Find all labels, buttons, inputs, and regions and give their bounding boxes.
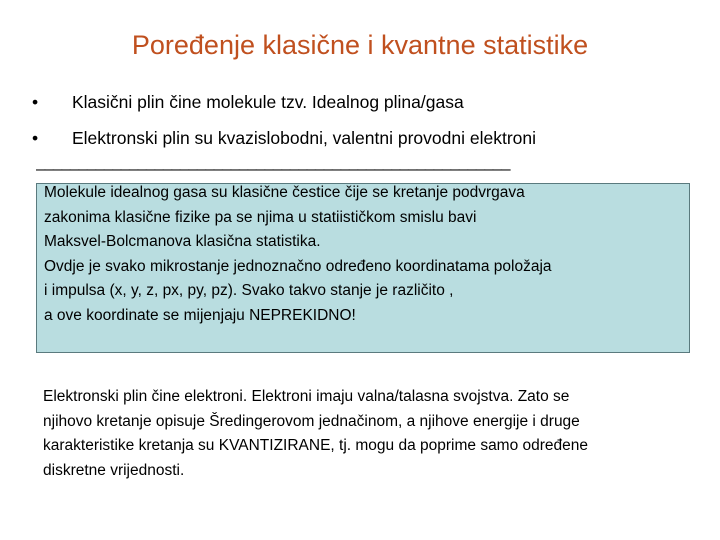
paragraph-line: njihovo kretanje opisuje Šredingerovom jednačinom, a njihove energije i druge [43,412,580,430]
box-line: i impulsa (x, y, z, px, py, pz). Svako takvo stanje je različito , [44,282,454,299]
bullet-text: Elektronski plin su kvazislobodni, valentni provodni elektroni [72,128,536,148]
box-line: Molekule idealnog gasa su klasične čestice čije se kretanje podvrgava [44,184,525,201]
classical-statistics-box [36,183,690,353]
bullet-text: Klasični plin čine molekule tzv. Idealnog plina/gasa [72,92,464,112]
box-line: a ove koordinate se mijenjaju NEPREKIDNO! [44,306,356,324]
paragraph-line: diskretne vrijednosti. [43,461,185,479]
underscore-divider: ________________________________________________________ [36,152,510,171]
bullet-item [28,128,698,148]
box-line: Maksvel-Bolcmanova klasična statistika. [44,233,321,250]
box-line: Ovdje je svako mikrostanje jednoznačno određeno koordinatama položaja [44,257,552,275]
bullet-item [28,92,698,112]
quantum-statistics-paragraph [43,385,713,483]
box-line: zakonima klasične fizike pa se njima u statiističkom smislu bavi [44,208,477,226]
paragraph-line: karakteristike kretanja su KVANTIZIRANE, tj. mogu da poprime samo određene [43,437,589,454]
paragraph-line: Elektronski plin čine elektroni. Elektroni imaju valna/talasna svojstva. Zato se [43,388,570,405]
bullet-dot-icon: • [32,92,39,112]
bullet-dot-icon: • [32,128,39,148]
slide-title: Poređenje klasične i kvantne statistike [131,30,589,60]
